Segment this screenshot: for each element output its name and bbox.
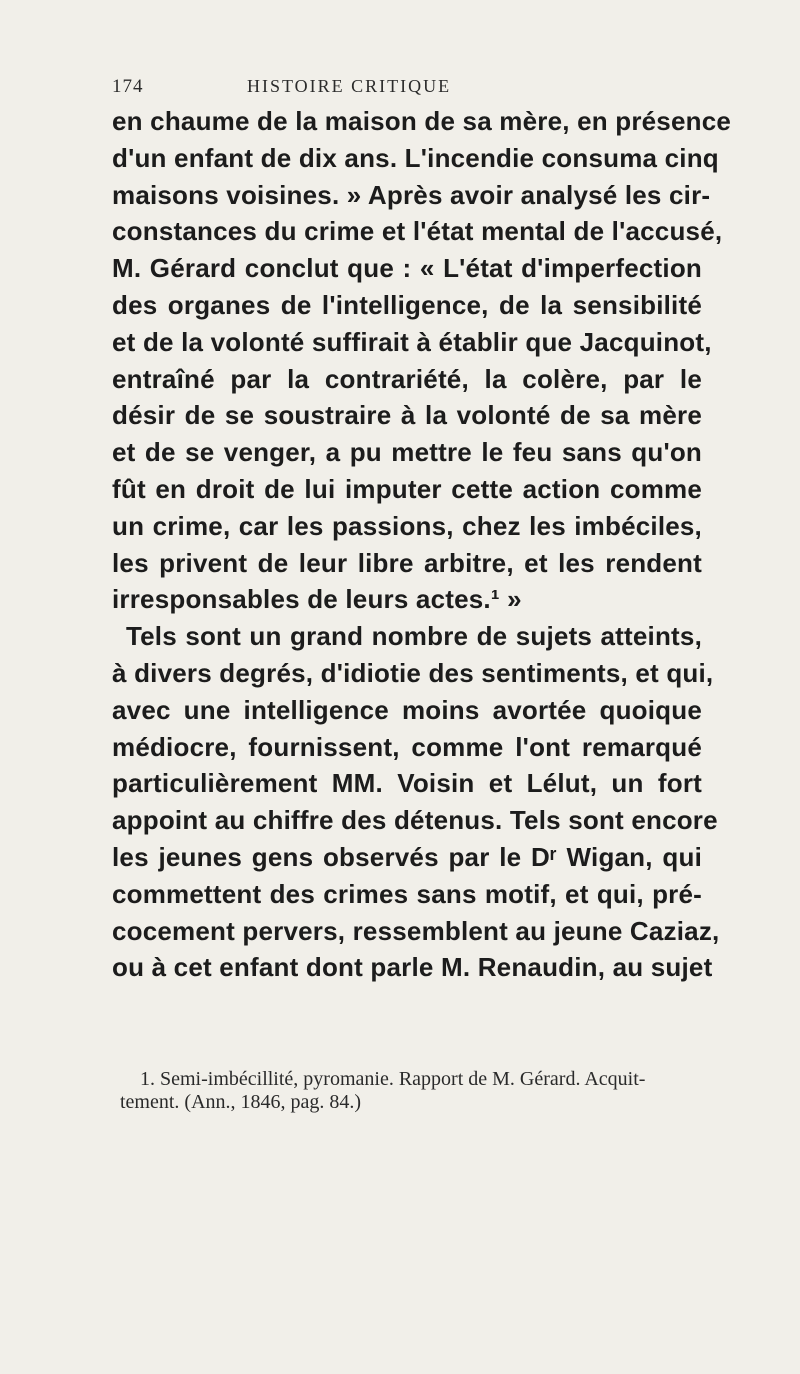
text-line: entraîné par la contrariété, la colère, par le bbox=[112, 363, 702, 394]
text-line: cocement pervers, ressemblent au jeune Caziaz, bbox=[112, 915, 720, 946]
text-line: d'un enfant de dix ans. L'incendie consuma cinq bbox=[112, 142, 719, 173]
body-text bbox=[112, 103, 732, 986]
text-line: maisons voisines. » Après avoir analysé les cir- bbox=[112, 179, 711, 210]
text-line: particulièrement MM. Voisin et Lélut, un fort bbox=[112, 768, 702, 799]
text-line: fût en droit de lui imputer cette action comme bbox=[112, 473, 702, 504]
running-head bbox=[112, 76, 692, 100]
footnote-line: 1. Semi-imbécillité, pyromanie. Rapport de M. Gérard. Acquit- bbox=[140, 1068, 646, 1090]
text-line: ou à cet enfant dont parle M. Renaudin, au sujet bbox=[112, 952, 713, 983]
text-line: M. Gérard conclut que : « L'état d'imperfection bbox=[112, 253, 702, 284]
text-line: désir de se soustraire à la volonté de sa mère bbox=[112, 400, 702, 431]
text-line: les jeunes gens observés par le Dʳ Wigan, qui bbox=[112, 841, 702, 872]
text-line: des organes de l'intelligence, de la sensibilité bbox=[112, 289, 702, 320]
text-line: Tels sont un grand nombre de sujets atteints, bbox=[126, 621, 702, 652]
page-number: 174 bbox=[112, 76, 144, 97]
text-line: et de la volonté suffirait à établir que Jacquinot, bbox=[112, 326, 712, 357]
text-line: constances du crime et l'état mental de l'accusé, bbox=[112, 216, 723, 247]
text-line: à divers degrés, d'idiotie des sentiments, et qui, bbox=[112, 657, 714, 688]
text-line: un crime, car les passions, chez les imbéciles, bbox=[112, 510, 702, 541]
text-line: en chaume de la maison de sa mère, en présence bbox=[112, 106, 732, 136]
footnote bbox=[120, 1068, 700, 1114]
text-line: avec une intelligence moins avortée quoique bbox=[112, 694, 702, 725]
running-title: HISTOIRE CRITIQUE bbox=[247, 76, 452, 96]
text-line: appoint au chiffre des détenus. Tels sont encore bbox=[112, 805, 718, 836]
footnote-line: tement. (Ann., 1846, pag. 84.) bbox=[120, 1091, 362, 1113]
text-line: médiocre, fournissent, comme l'ont remarqué bbox=[112, 731, 702, 762]
text-line: irresponsables de leurs actes.¹ » bbox=[112, 584, 522, 615]
text-line: et de se venger, a pu mettre le feu sans qu'on bbox=[112, 437, 702, 468]
text-line: commettent des crimes sans motif, et qui, pré- bbox=[112, 878, 702, 909]
text-line: les privent de leur libre arbitre, et les rendent bbox=[112, 547, 702, 578]
